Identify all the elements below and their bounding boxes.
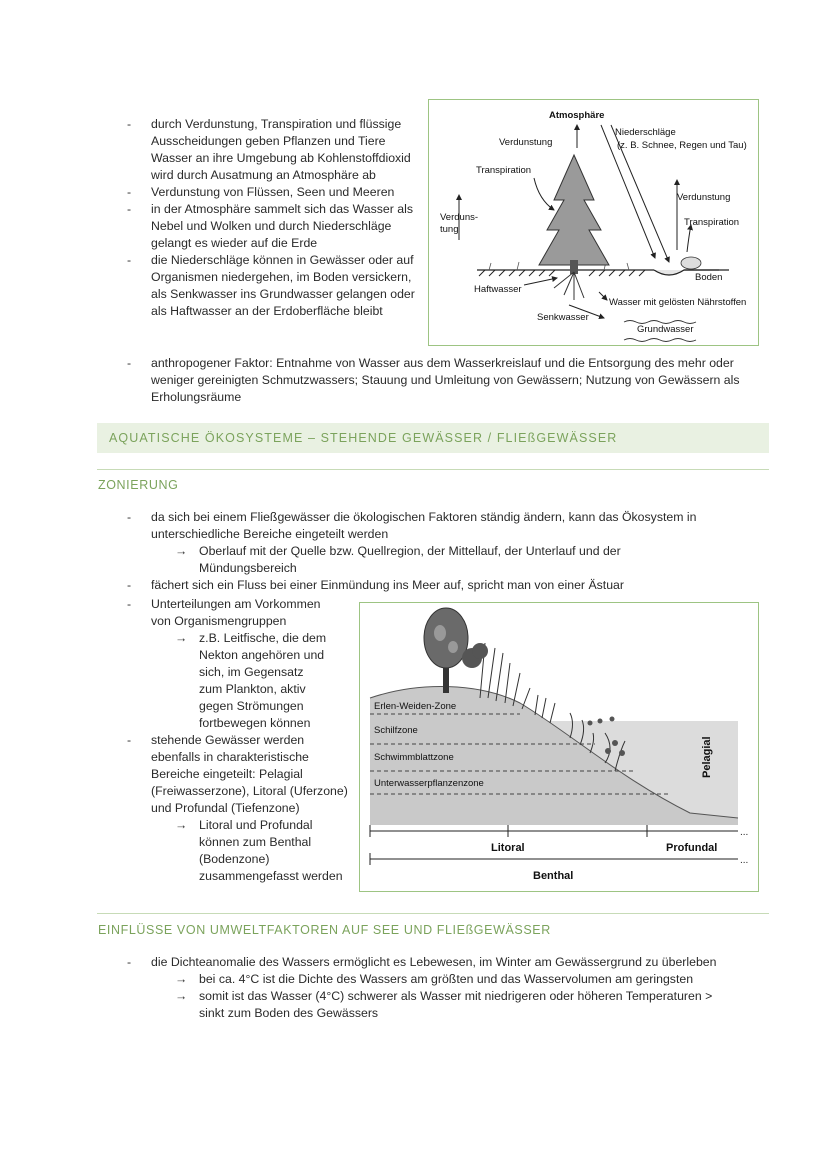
arrow-icon: → [175, 972, 188, 986]
label-groundwater: Grundwasser [637, 324, 694, 335]
label-seepage-water: Senkwasser [537, 312, 589, 323]
list-item: - in der Atmosphäre sammelt sich das Wasser als Nebel und Wolken und durch Niederschläge gelangt es wieder auf die Erde [127, 201, 417, 252]
list-item: - die Niederschläge können in Gewässer oder auf Organismen niedergehen, im Boden versickern, als Senkwasser ins Grundwasser gelangen oder als Haftwasser an der Erdoberfläche bleibt [127, 252, 417, 320]
label-transpiration-right: Transpiration [684, 217, 740, 228]
arrow-item: → z.B. Leitfische, die dem Nekton angehören und sich, im Gegensatz zum Plankton, aktiv gegen Strömungen fortbewegen können [175, 631, 327, 730]
zone-label: Unterwasserpflanzenzone [374, 778, 484, 789]
label-transpiration-left: Transpiration [476, 165, 532, 176]
arrow-list [151, 817, 352, 885]
arrow-icon: → [175, 818, 188, 832]
arrow-item: → Litoral und Profundal können zum Benthal (Bodenzone) zusammengefasst werden [175, 818, 343, 883]
litoral-label: Litoral [491, 842, 525, 854]
list-item-text: - Unterteilungen am Vorkommen von Organismengruppen [151, 597, 321, 628]
svg-text:...: ... [740, 827, 749, 838]
list-item: - durch Verdunstung, Transpiration und flüssige Ausscheidungen geben Pflanzen und Tiere Wasser an ihre Umgebung ab Kohlenstoffdioxid wird durch Ausatmung an Atmosphäre ab [127, 116, 417, 184]
arrow-item: → bei ca. 4°C ist die Dichte des Wassers am größten und das Wasservolumen am geringsten [175, 972, 694, 986]
lake-zonation-figure [359, 602, 759, 892]
label-nutrient-water: Wasser mit gelösten Nährstoffen [609, 297, 747, 308]
arrow-icon: → [175, 544, 188, 558]
label-evaporation-left-2: tung [440, 224, 459, 235]
benthal-label: Benthal [533, 870, 574, 882]
list-item [127, 596, 352, 732]
list-item-text: da sich bei einem Fließgewässer die ökologischen Faktoren ständig ändern, kann das Ökosystem in unterschiedliche Bereiche eingeteilt werden [151, 510, 697, 541]
tree-icon [424, 608, 468, 693]
label-precipitation: Niederschläge [615, 127, 676, 138]
divider [97, 913, 769, 914]
zonierung-list-side [127, 596, 352, 885]
list-item [127, 954, 757, 1022]
water-cycle-figure [428, 99, 759, 346]
arrow-item: → Oberlauf mit der Quelle bzw. Quellregion, der Mittellauf, der Unterlauf und der Mündungsbereich [175, 544, 621, 575]
arrow-list [151, 543, 645, 577]
zone-label: Schilfzone [374, 725, 418, 736]
section-banner [97, 423, 769, 453]
list-item: - Verdunstung von Flüssen, Seen und Meeren [127, 184, 417, 201]
label-adhesive-water: Haftwasser [474, 284, 522, 295]
anthropogenic-list [127, 355, 747, 406]
label-evaporation-top: Verdunstung [499, 137, 553, 148]
water-cycle-diagram [429, 100, 758, 345]
arrow-list [151, 630, 352, 732]
water-cycle-list [127, 116, 417, 320]
zonierung-list-top [127, 509, 747, 594]
einfluesse-list [127, 954, 757, 1022]
list-item [127, 509, 747, 577]
tree-icon [539, 155, 609, 300]
banner-title: AQUATISCHE ÖKOSYSTEME – STEHENDE GEWÄSSER / FLIEßGEWÄSSER [109, 431, 618, 445]
label-atmosphere: Atmosphäre [549, 110, 605, 121]
label-evaporation-right: Verdunstung [677, 192, 731, 203]
divider [97, 469, 769, 470]
profundal-label: Profundal [666, 842, 718, 854]
pelagial-label: Pelagial [701, 736, 713, 778]
arrow-list [151, 971, 735, 1022]
list-item [127, 732, 352, 885]
list-item: - anthropogener Faktor: Entnahme von Wasser aus dem Wasserkreislauf und die Entsorgung des mehr oder weniger gereinigten Schmutzwassers; Stauung und Umleitung von Gewässern; Nutzung von Gewässern als Erholungsräume [127, 355, 747, 406]
list-item-text: - stehende Gewässer werden ebenfalls in charakteristische Bereiche eingeteilt: Pelagial (Freiwasserzone), Litoral (Uferzone) und Profundal (Tiefenzone) [151, 733, 348, 815]
label-precipitation-examples: (z. B. Schnee, Regen und Tau) [617, 140, 747, 151]
list-item: - fächert sich ein Fluss bei einer Einmündung ins Meer auf, spricht man von einer Ästuar [127, 577, 747, 594]
section-title-einfluesse: EINFLÜSSE VON UMWELTFAKTOREN AUF SEE UND FLIEßGEWÄSSER [98, 923, 551, 937]
zone-label: Schwimmblattzone [374, 752, 454, 763]
label-soil: Boden [695, 272, 723, 283]
zone-label: Erlen-Weiden-Zone [374, 701, 457, 712]
arrow-icon: → [175, 631, 188, 645]
arrow-item: → somit ist das Wasser (4°C) schwerer als Wasser mit niedrigeren oder höheren Temperaturen > sinkt zum Boden des Gewässers [175, 989, 713, 1020]
section-title-zonierung: ZONIERUNG [98, 478, 179, 492]
lake-zonation-diagram [360, 603, 758, 891]
arrow-icon: → [175, 989, 188, 1003]
list-item-text: die Dichteanomalie des Wassers ermöglicht es Lebewesen, im Winter am Gewässergrund zu überleben [151, 955, 717, 969]
label-evaporation-left-1: Verduns- [440, 212, 479, 223]
svg-text:...: ... [740, 855, 749, 866]
